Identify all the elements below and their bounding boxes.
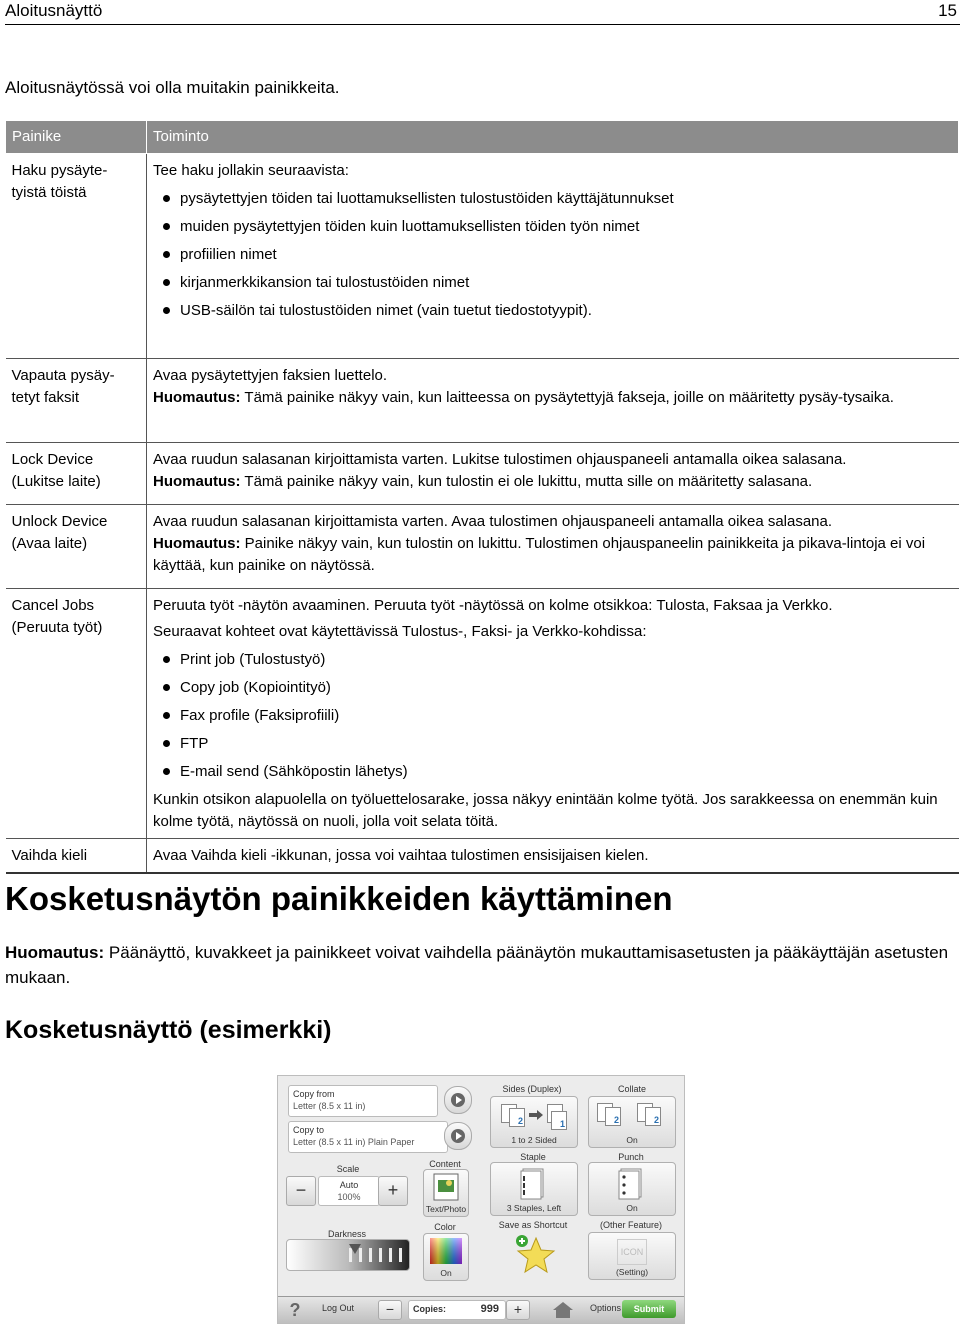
arrow-right-icon xyxy=(529,1110,543,1120)
bullet-icon xyxy=(163,223,170,230)
table-row xyxy=(6,154,959,359)
bullet-list xyxy=(153,649,953,789)
list-item: pysäytettyjen töiden tai luottamuksellisten tulostustöiden käyttäjätunnukset xyxy=(153,188,953,216)
page-icon: 1 xyxy=(551,1111,567,1130)
scale-plus-button[interactable]: + xyxy=(378,1176,408,1206)
page-header xyxy=(5,0,960,25)
darkness-ticks-icon xyxy=(287,1240,409,1270)
collate-label: Collate xyxy=(617,1084,646,1094)
staple-icon xyxy=(519,1167,549,1201)
function-cell xyxy=(147,443,959,505)
scale-minus-button[interactable]: − xyxy=(286,1176,316,1206)
bullet-icon xyxy=(163,740,170,747)
copy-from-arrow-icon[interactable] xyxy=(444,1086,472,1114)
section-note: Huomautus: Päänäyttö, kuvakkeet ja painikkeet voivat vaihdella päänäytön mukauttamisasetusten ja pääkäyttäjän asetusten mukaan. xyxy=(5,943,949,987)
function-cell xyxy=(147,154,959,359)
button-name: Vaihda kieli xyxy=(6,839,147,874)
function-cell xyxy=(147,359,959,443)
function-cell xyxy=(147,505,959,589)
bullet-icon xyxy=(163,712,170,719)
content-icon xyxy=(424,1170,468,1204)
row-note: Huomautus: Tämä painike näkyy vain, kun laitteessa on pysäytettyjä fakseja, joille on määritetty pysäy-tysaika. xyxy=(153,389,894,406)
save-shortcut-star-icon[interactable] xyxy=(512,1232,560,1276)
color-spectrum-icon xyxy=(424,1234,468,1268)
row-note: Huomautus: Painike näkyy vain, kun tulostin on lukittu. Tulostimen ohjauspaneelin painikkeita ja pikava-lintoja ei voi käyttää, kun painike on näytössä. xyxy=(153,535,926,574)
row-text: Tee haku jollakin seuraavista: xyxy=(153,162,349,179)
intro-text: Aloitusnäytössä voi olla muitakin painikkeita. xyxy=(5,78,340,97)
staple-label: Staple xyxy=(520,1152,546,1162)
content-tile[interactable]: Text/Photo xyxy=(423,1169,469,1217)
scale-field[interactable]: Auto 100% xyxy=(318,1176,380,1206)
list-item: Copy job (Kopiointityö) xyxy=(153,677,953,705)
bullet-list xyxy=(153,188,953,328)
button-name: Vapauta pysäy-tetyt faksit xyxy=(6,359,147,443)
copy-to-field[interactable]: Copy to Letter (8.5 x 11 in) Plain Paper xyxy=(288,1121,448,1153)
color-label: Color xyxy=(434,1222,456,1232)
list-item: Fax profile (Faksiprofiili) xyxy=(153,705,953,733)
bullet-icon xyxy=(163,195,170,202)
color-tile[interactable]: On xyxy=(423,1233,469,1281)
bullet-icon xyxy=(163,768,170,775)
page-icon: 2 xyxy=(605,1107,621,1126)
punch-icon xyxy=(617,1167,647,1201)
table-header-button: Painike xyxy=(6,121,147,154)
staple-tile[interactable]: 3 Staples, Left xyxy=(490,1162,578,1216)
list-item: USB-säilön tai tulostustöiden nimet (vain tuetut tiedostotyypit). xyxy=(153,300,953,328)
button-name: Unlock Device (Avaa laite) xyxy=(6,505,147,589)
list-item: kirjanmerkkikansion tai tulostustöiden nimet xyxy=(153,272,953,300)
other-feature-tile[interactable]: ICON (Setting) xyxy=(588,1232,676,1280)
table-row xyxy=(6,505,959,589)
darkness-label: Darkness xyxy=(327,1229,366,1239)
options-button[interactable]: Options xyxy=(590,1303,622,1313)
home-icon[interactable] xyxy=(552,1301,574,1321)
table-header-function: Toiminto xyxy=(147,121,959,154)
logout-button[interactable]: Log Out xyxy=(322,1303,355,1313)
scale-label: Scale xyxy=(336,1164,360,1174)
row-text: Peruuta työt -näytön avaaminen. Peruuta työt -näytössä on kolme otsikkoa: Tulosta, Faksaa ja Verkko. xyxy=(153,597,833,614)
bullet-icon xyxy=(163,684,170,691)
sides-tile[interactable]: 2 1 1 to 2 Sided xyxy=(490,1096,578,1148)
row-note: Huomautus: Tämä painike näkyy vain, kun tulostin ei ole lukittu, mutta sille on määritetty salasana. xyxy=(153,473,813,490)
page-icon: 2 xyxy=(645,1107,661,1126)
page-icon: 2 xyxy=(509,1108,525,1127)
content-label: Content xyxy=(429,1159,461,1169)
other-feature-label: (Other Feature) xyxy=(599,1220,663,1230)
copies-minus-button[interactable]: − xyxy=(378,1300,402,1320)
button-name: Cancel Jobs (Peruuta työt) xyxy=(6,589,147,839)
shortcut-label: Save as Shortcut xyxy=(498,1220,568,1230)
table-row xyxy=(6,589,959,839)
punch-label: Punch xyxy=(618,1152,644,1162)
list-item: E-mail send (Sähköpostin lähetys) xyxy=(153,761,953,789)
list-item: FTP xyxy=(153,733,953,761)
table-row xyxy=(6,839,959,874)
darkness-slider[interactable] xyxy=(286,1239,410,1271)
row-text-2: Seuraavat kohteet ovat käytettävissä Tulostus-, Faksi- ja Verkko-kohdissa: xyxy=(153,623,647,640)
sides-label: Sides (Duplex) xyxy=(502,1084,562,1094)
collate-tile[interactable]: 2 2 On xyxy=(588,1096,676,1148)
button-name: Haku pysäyte-tyistä töistä xyxy=(6,154,147,359)
row-text: Avaa pysäytettyjen faksien luettelo. xyxy=(153,367,388,384)
subsection-title: Kosketusnäyttö (esimerkki) xyxy=(5,1016,332,1044)
help-icon[interactable]: ? xyxy=(289,1300,301,1320)
copies-plus-button[interactable]: + xyxy=(506,1300,530,1320)
row-text: Avaa ruudun salasanan kirjoittamista varten. Avaa tulostimen ohjauspaneeli antamalla oikea salasana. xyxy=(153,513,833,530)
button-name: Lock Device (Lukitse laite) xyxy=(6,443,147,505)
bullet-icon xyxy=(163,279,170,286)
bullet-icon xyxy=(163,307,170,314)
copy-to-arrow-icon[interactable] xyxy=(444,1122,472,1150)
header-title: Aloitusnäyttö xyxy=(5,1,103,20)
table-row xyxy=(6,443,959,505)
row-text: Avaa ruudun salasanan kirjoittamista varten. Lukitse tulostimen ohjauspaneeli antamalla oikea salasana. xyxy=(153,451,847,468)
punch-tile[interactable]: On xyxy=(588,1162,676,1216)
bullet-icon xyxy=(163,251,170,258)
table-row xyxy=(6,359,959,443)
submit-button[interactable]: Submit xyxy=(622,1300,676,1318)
icon-placeholder: ICON xyxy=(617,1239,647,1265)
bullet-icon xyxy=(163,656,170,663)
function-cell xyxy=(147,589,959,839)
page-number: 15 xyxy=(938,1,957,20)
section-title: Kosketusnäytön painikkeiden käyttäminen xyxy=(5,880,673,917)
function-cell xyxy=(147,839,959,874)
list-item: profiilien nimet xyxy=(153,244,953,272)
copy-from-field[interactable]: Copy from Letter (8.5 x 11 in) xyxy=(288,1085,438,1117)
row-text-3: Kunkin otsikon alapuolella on työluettelosarake, jossa näkyy enintään kolme työtä. Jos sarakkeessa on enemmän kuin kolme työtä, näytössä on nuoli, jolla voit selata töitä. xyxy=(153,791,938,830)
buttons-table xyxy=(5,120,959,874)
copies-field[interactable]: Copies: 999 xyxy=(408,1300,506,1320)
touchscreen-illustration xyxy=(277,1075,685,1324)
list-item: muiden pysäytettyjen töiden kuin luottamuksellisten töiden työn nimet xyxy=(153,216,953,244)
list-item: Print job (Tulostustyö) xyxy=(153,649,953,677)
row-text: Avaa Vaihda kieli -ikkunan, jossa voi vaihtaa tulostimen ensisijaisen kielen. xyxy=(153,847,649,864)
touchscreen-bottom-bar xyxy=(278,1296,684,1323)
